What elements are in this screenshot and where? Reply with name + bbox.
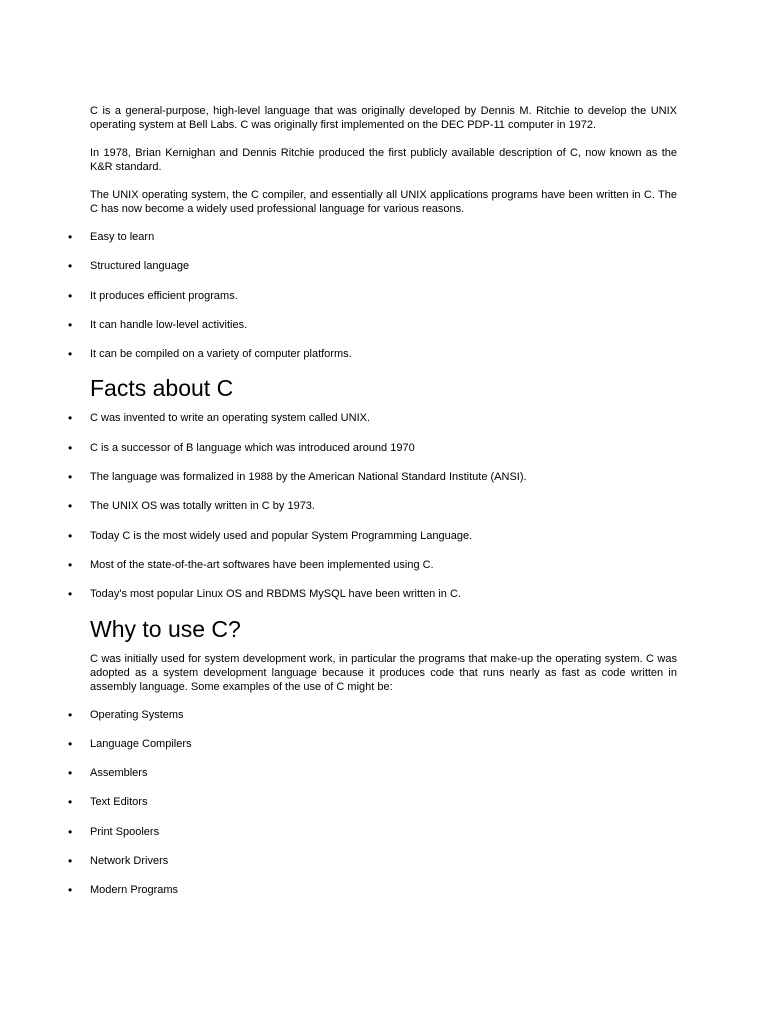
bullet-icon: • (68, 557, 73, 572)
list-item-text: Most of the state-of-the-art softwares have been implemented using C. (90, 558, 434, 571)
bullet-icon: • (68, 411, 73, 426)
list-item-text: It can be compiled on a variety of computer platforms. (90, 348, 352, 361)
why-heading: Why to use C? (90, 615, 241, 642)
bullet-icon: • (68, 795, 73, 810)
uses-list (68, 707, 677, 898)
list-item-text: The UNIX OS was totally written in C by 1973. (90, 500, 315, 513)
bullet-icon: • (68, 854, 73, 869)
bullet-icon: • (68, 470, 73, 485)
list-item (68, 557, 677, 572)
list-item-text: Structured language (90, 260, 190, 273)
facts-list (68, 411, 677, 602)
bullet-icon: • (68, 528, 73, 543)
bullet-icon: • (68, 347, 73, 362)
list-item-text: Today C is the most widely used and popular System Programming Language. (90, 529, 473, 542)
list-item-text: C is a successor of B language which was introduced around 1970 (90, 441, 415, 454)
facts-heading: Facts about C (90, 375, 234, 402)
intro-paragraph-3: The UNIX operating system, the C compiler, and essentially all UNIX applications programs have been written in C. The C has now become a widely used professional language for various reasons. (90, 189, 677, 215)
list-item-text: Assemblers (90, 767, 148, 780)
intro-paragraph-2: In 1978, Brian Kernighan and Dennis Ritchie produced the first publicly available description of C, now known as the K&R standard. (90, 147, 677, 173)
list-item-text: It produces efficient programs. (90, 289, 238, 302)
list-item (68, 587, 677, 602)
list-item (68, 795, 677, 810)
list-item-text: Text Editors (90, 796, 148, 809)
list-item-text: Today's most popular Linux OS and RBDMS MySQL have been written in C. (90, 588, 461, 601)
list-item (68, 824, 677, 839)
bullet-icon: • (68, 766, 73, 781)
list-item-text: The language was formalized in 1988 by the American National Standard Institute (ANSI). (90, 471, 527, 484)
list-item-text: Modern Programs (90, 884, 179, 897)
list-item (68, 440, 677, 455)
list-item-text: Operating Systems (90, 708, 184, 721)
list-item (68, 411, 677, 426)
intro-paragraph-1: C is a general-purpose, high-level language that was originally developed by Dennis M. Ritchie to develop the UNIX operating system at Bell Labs. C was originally first implemented on the DEC PDP-11 computer in 1972. (90, 105, 677, 131)
list-item (68, 528, 677, 543)
bullet-icon: • (68, 499, 73, 514)
bullet-icon: • (68, 317, 73, 332)
list-item (68, 288, 677, 303)
reasons-list (68, 230, 677, 362)
list-item (68, 230, 677, 244)
bullet-icon: • (68, 259, 73, 274)
list-item (68, 854, 677, 869)
list-item-text: Print Spoolers (90, 825, 160, 838)
bullet-icon: • (68, 288, 73, 303)
list-item-text: Network Drivers (90, 855, 169, 868)
bullet-icon: • (68, 883, 73, 898)
list-item (68, 883, 677, 898)
list-item (68, 499, 677, 514)
list-item (68, 736, 677, 751)
list-item-text: Easy to learn (90, 231, 155, 243)
document-body (68, 104, 677, 913)
why-paragraph: C was initially used for system development work, in particular the programs that make-up the operating system. C was adopted as a system development language because it produces code that runs nearly as fast as code written in assembly language. Some examples of the use of C might be: (90, 652, 677, 693)
list-item (68, 259, 677, 274)
bullet-icon: • (68, 707, 73, 722)
list-item-text: C was invented to write an operating system called UNIX. (90, 412, 371, 425)
bullet-icon: • (68, 440, 73, 455)
list-item (68, 766, 677, 781)
bullet-icon: • (68, 824, 73, 839)
list-item-text: It can handle low-level activities. (90, 318, 248, 331)
bullet-icon: • (68, 736, 73, 751)
list-item (68, 317, 677, 332)
list-item (68, 707, 677, 722)
bullet-icon: • (68, 587, 73, 602)
list-item (68, 347, 677, 362)
list-item-text: Language Compilers (90, 737, 192, 750)
list-item (68, 470, 677, 485)
bullet-icon: • (68, 230, 73, 244)
